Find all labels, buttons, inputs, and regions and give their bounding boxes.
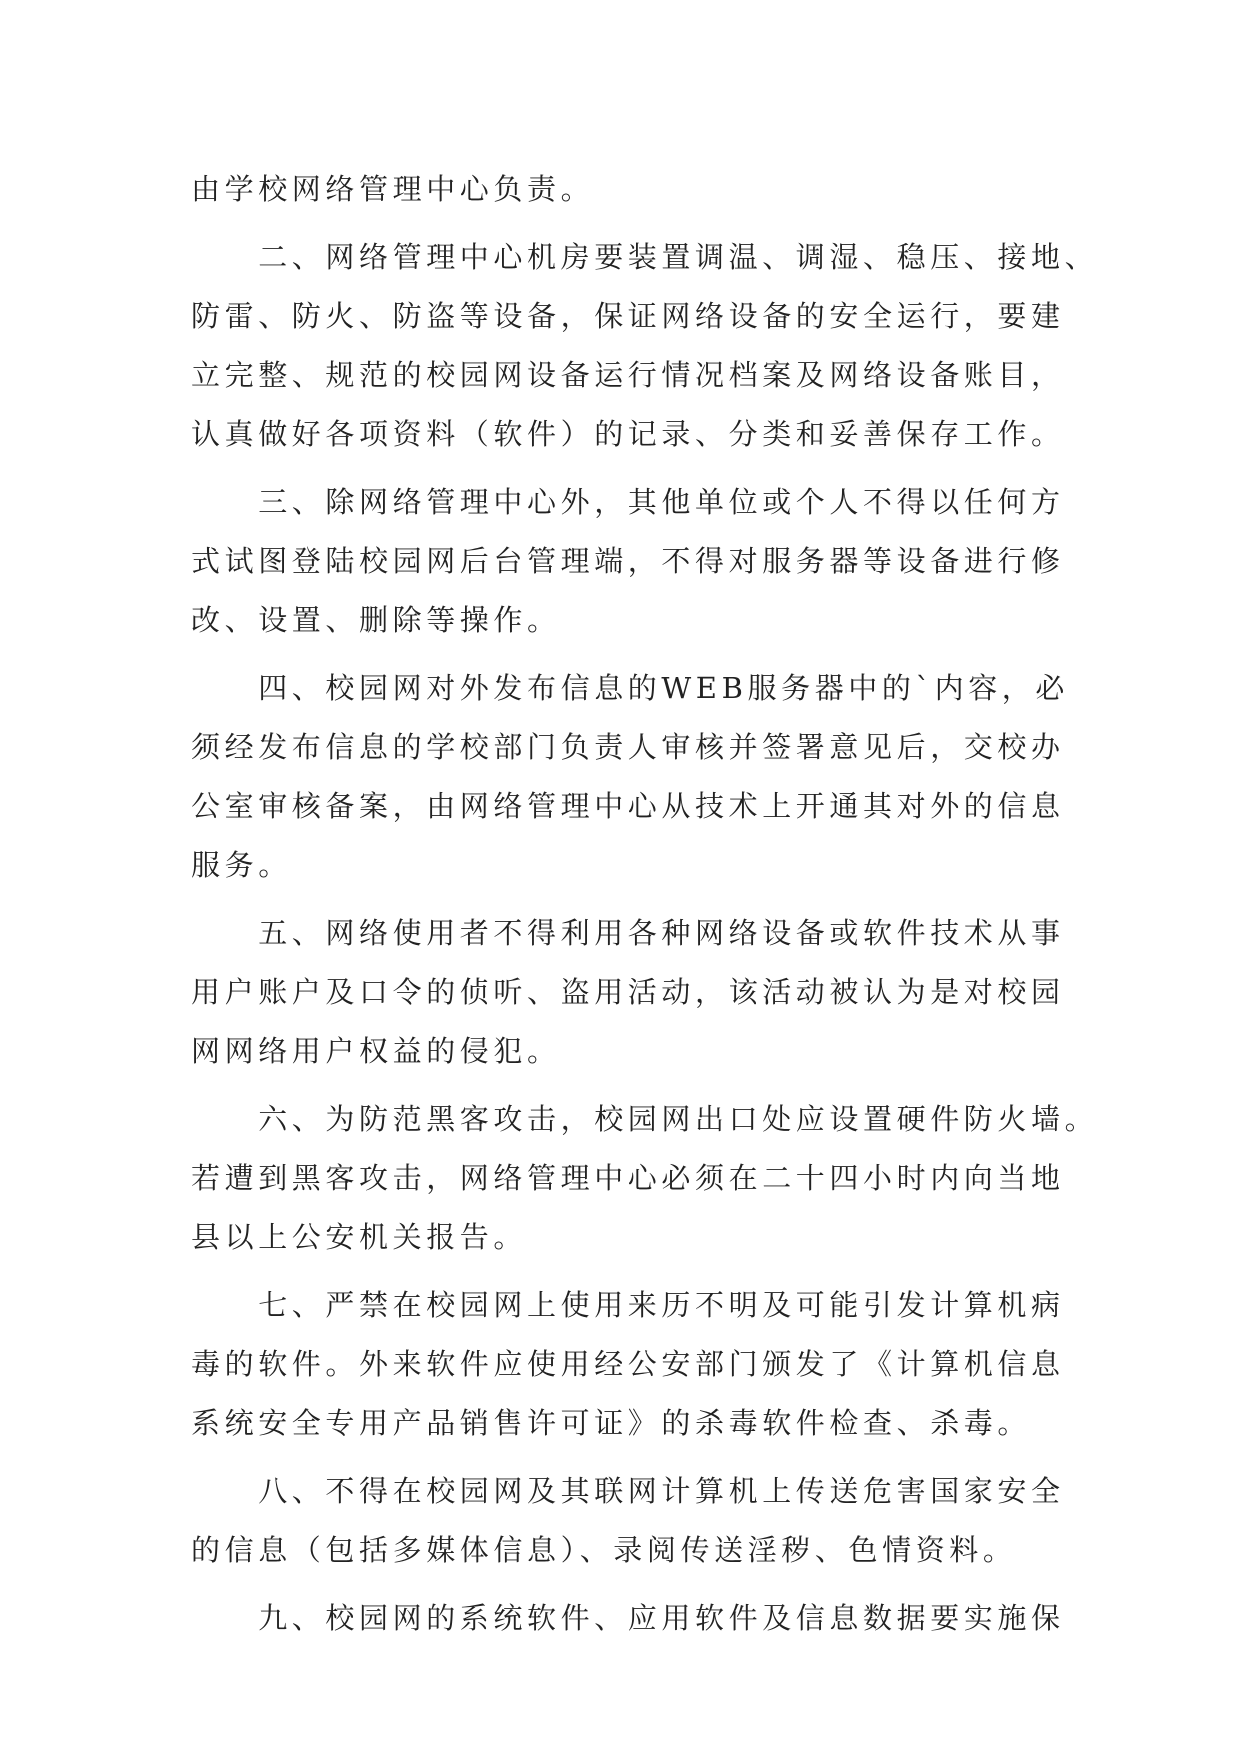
text-line: 须经发布信息的学校部门负责人审核并签署意见后，交校办 [191,730,1065,764]
text-line: 七、严禁在校园网上使用来历不明及可能引发计算机病 [191,1288,1065,1322]
text-line: 三、除网络管理中心外，其他单位或个人不得以任何方 [191,485,1065,519]
text-line: 八、不得在校园网及其联网计算机上传送危害国家安全 [191,1474,1065,1508]
text-line: 改、设置、删除等操作。 [191,603,561,637]
text-line: 若遭到黑客攻击，网络管理中心必须在二十四小时内向当地 [191,1161,1065,1195]
paragraph-gap [191,464,1051,473]
paragraph-gap [191,1453,1051,1462]
paragraph-gap [191,1580,1051,1589]
text-line: 五、网络使用者不得利用各种网络设备或软件技术从事 [191,916,1065,950]
text-line: 式试图登陆校园网后台管理端，不得对服务器等设备进行修 [191,544,1065,578]
paragraph-9 [191,1589,1065,1648]
text-line: 认真做好各项资料（软件）的记录、分类和妥善保存工作。 [191,417,1065,451]
paragraph-6 [191,1090,1099,1267]
text-line: 公室审核备案，由网络管理中心从技术上开通其对外的信息 [191,789,1065,823]
text-line: 六、为防范黑客攻击，校园网出口处应设置硬件防火墙。 [191,1102,1099,1136]
paragraph-gap [191,895,1051,904]
paragraph-gap [191,650,1051,659]
paragraph-3 [191,473,1065,650]
text-line: 服务。 [191,848,292,882]
text-line: 毒的软件。外来软件应使用经公安部门颁发了《计算机信息 [191,1347,1065,1381]
paragraph-1 [191,160,1051,219]
paragraph-5 [191,904,1065,1081]
text-line: 防雷、防火、防盗等设备，保证网络设备的安全运行，要建 [191,299,1065,333]
text-line: 九、校园网的系统软件、应用软件及信息数据要实施保 [191,1601,1065,1635]
text-line: 二、网络管理中心机房要装置调温、调湿、稳压、接地、 [191,240,1099,274]
paragraph-gap [191,1267,1051,1276]
text-line: 系统安全专用产品销售许可证》的杀毒软件检查、杀毒。 [191,1406,1032,1440]
text-line: 由学校网络管理中心负责。 [191,172,595,206]
text-line: 网网络用户权益的侵犯。 [191,1034,561,1068]
paragraph-gap [191,1081,1051,1090]
text-line: 四、校园网对外发布信息的WEB服务器中的`内容，必 [191,671,1069,705]
paragraph-4 [191,659,1069,895]
paragraph-8 [191,1462,1065,1580]
body-text [191,160,1099,1648]
text-line: 的信息（包括多媒体信息）、录阅传送淫秽、色情资料。 [191,1533,1017,1567]
text-line: 立完整、规范的校园网设备运行情况档案及网络设备账目， [191,358,1065,392]
paragraph-gap [191,219,1051,228]
text-line: 县以上公安机关报告。 [191,1220,528,1254]
paragraph-7 [191,1276,1065,1453]
text-line: 用户账户及口令的侦听、盗用活动，该活动被认为是对校园 [191,975,1065,1009]
paragraph-2 [191,228,1099,464]
